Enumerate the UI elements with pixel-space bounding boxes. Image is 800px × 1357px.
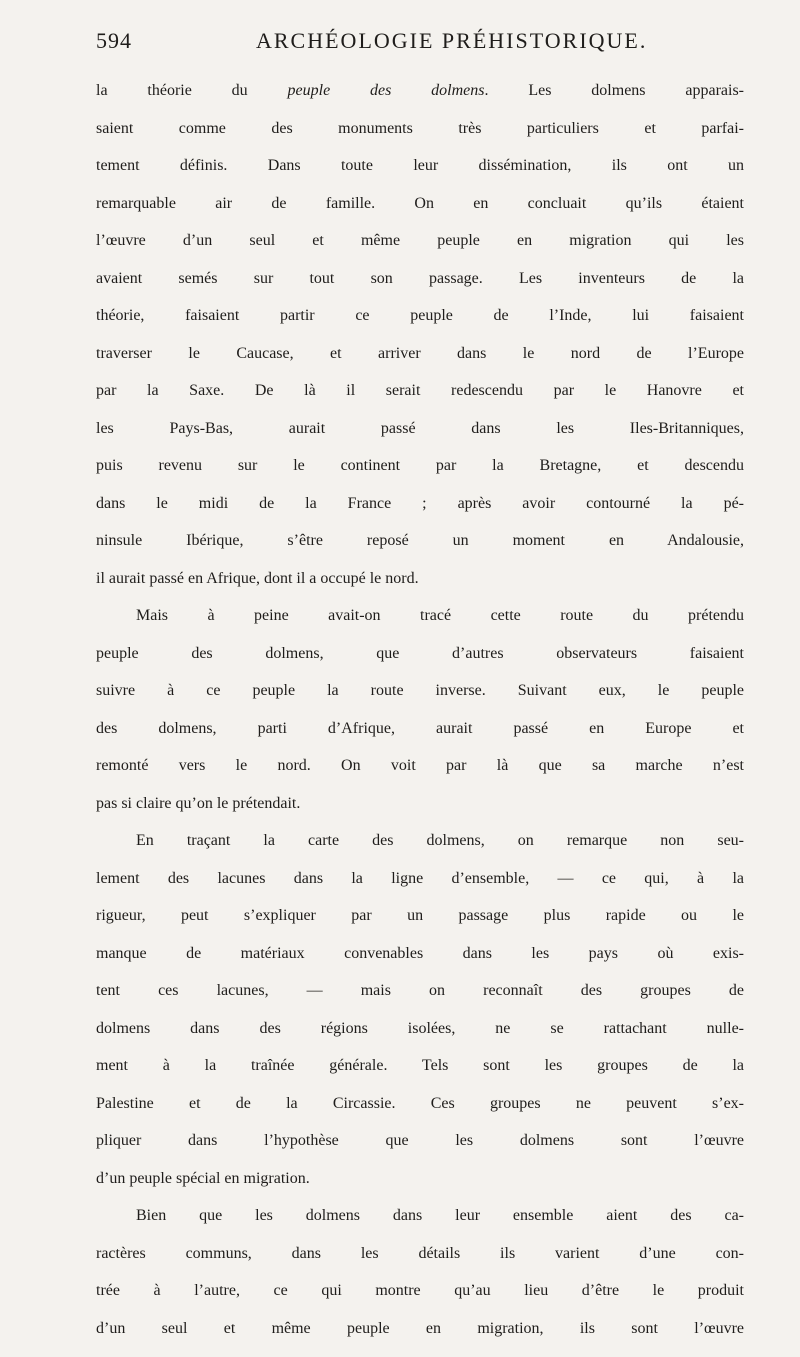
text-line: les Pays-Bas, aurait passé dans les Iles-Britanniques,: [96, 420, 744, 458]
text-line: Bien que les dolmens dans leur ensemble aient des ca-: [96, 1207, 744, 1245]
text-segment: la théorie du: [96, 82, 288, 99]
text-line: rigueur, peut s’expliquer par un passage plus rapide ou le: [96, 907, 744, 945]
text-line: manque de matériaux convenables dans les pays où exis-: [96, 945, 744, 983]
text-line: par la Saxe. De là il serait redescendu par le Hanovre et: [96, 382, 744, 420]
text-line: remonté vers le nord. On voit par là que sa marche n’est: [96, 757, 744, 795]
text-line: En traçant la carte des dolmens, on remarque non seu-: [96, 832, 744, 870]
italic-phrase: peuple des dolmens: [288, 82, 485, 99]
text-line: tement définis. Dans toute leur dissémination, ils ont un: [96, 157, 744, 195]
body-text: [96, 82, 744, 1357]
text-line: théorie, faisaient partir ce peuple de l’Inde, lui faisaient: [96, 307, 744, 345]
text-line: remarquable air de famille. On en concluait qu’ils étaient: [96, 195, 744, 233]
text-line: traverser le Caucase, et arriver dans le nord de l’Europe: [96, 345, 744, 383]
text-line: des dolmens, parti d’Afrique, aurait passé en Europe et: [96, 720, 744, 758]
text-line: pas si claire qu’on le prétendait.: [96, 795, 744, 833]
text-segment: . Les dolmens apparais-: [485, 82, 744, 99]
text-line: pliquer dans l’hypothèse que les dolmens sont l’œuvre: [96, 1132, 744, 1170]
text-line: suivre à ce peuple la route inverse. Suivant eux, le peuple: [96, 682, 744, 720]
text-line: ractères communs, dans les détails ils varient d’une con-: [96, 1245, 744, 1283]
text-line: dolmens dans des régions isolées, ne se rattachant nulle-: [96, 1020, 744, 1058]
text-line: peuple des dolmens, que d’autres observateurs faisaient: [96, 645, 744, 683]
text-line: tent ces lacunes, — mais on reconnaît des groupes de: [96, 982, 744, 1020]
text-line: d’un peuple spécial en migration.: [96, 1170, 744, 1208]
text-line: d’un seul et même peuple en migration, ils sont l’œuvre: [96, 1320, 744, 1357]
running-title: ARCHÉOLOGIE PRÉHISTORIQUE.: [256, 28, 647, 54]
text-line: Mais à peine avait-on tracé cette route du prétendu: [96, 607, 744, 645]
text-line: lement des lacunes dans la ligne d’ensemble, — ce qui, à la: [96, 870, 744, 908]
text-line: l’œuvre d’un seul et même peuple en migration qui les: [96, 232, 744, 270]
text-line: trée à l’autre, ce qui montre qu’au lieu d’être le produit: [96, 1282, 744, 1320]
page-number: 594: [96, 28, 132, 54]
text-line: Palestine et de la Circassie. Ces groupes ne peuvent s’ex-: [96, 1095, 744, 1133]
text-line: ment à la traînée générale. Tels sont les groupes de la: [96, 1057, 744, 1095]
text-line: [96, 82, 744, 120]
text-line: puis revenu sur le continent par la Bretagne, et descendu: [96, 457, 744, 495]
text-line: avaient semés sur tout son passage. Les inventeurs de la: [96, 270, 744, 308]
running-header: [96, 28, 736, 68]
text-line: saient comme des monuments très particuliers et parfai-: [96, 120, 744, 158]
text-line: dans le midi de la France ; après avoir contourné la pé-: [96, 495, 744, 533]
text-line: il aurait passé en Afrique, dont il a occupé le nord.: [96, 570, 744, 608]
text-line: ninsule Ibérique, s’être reposé un moment en Andalousie,: [96, 532, 744, 570]
